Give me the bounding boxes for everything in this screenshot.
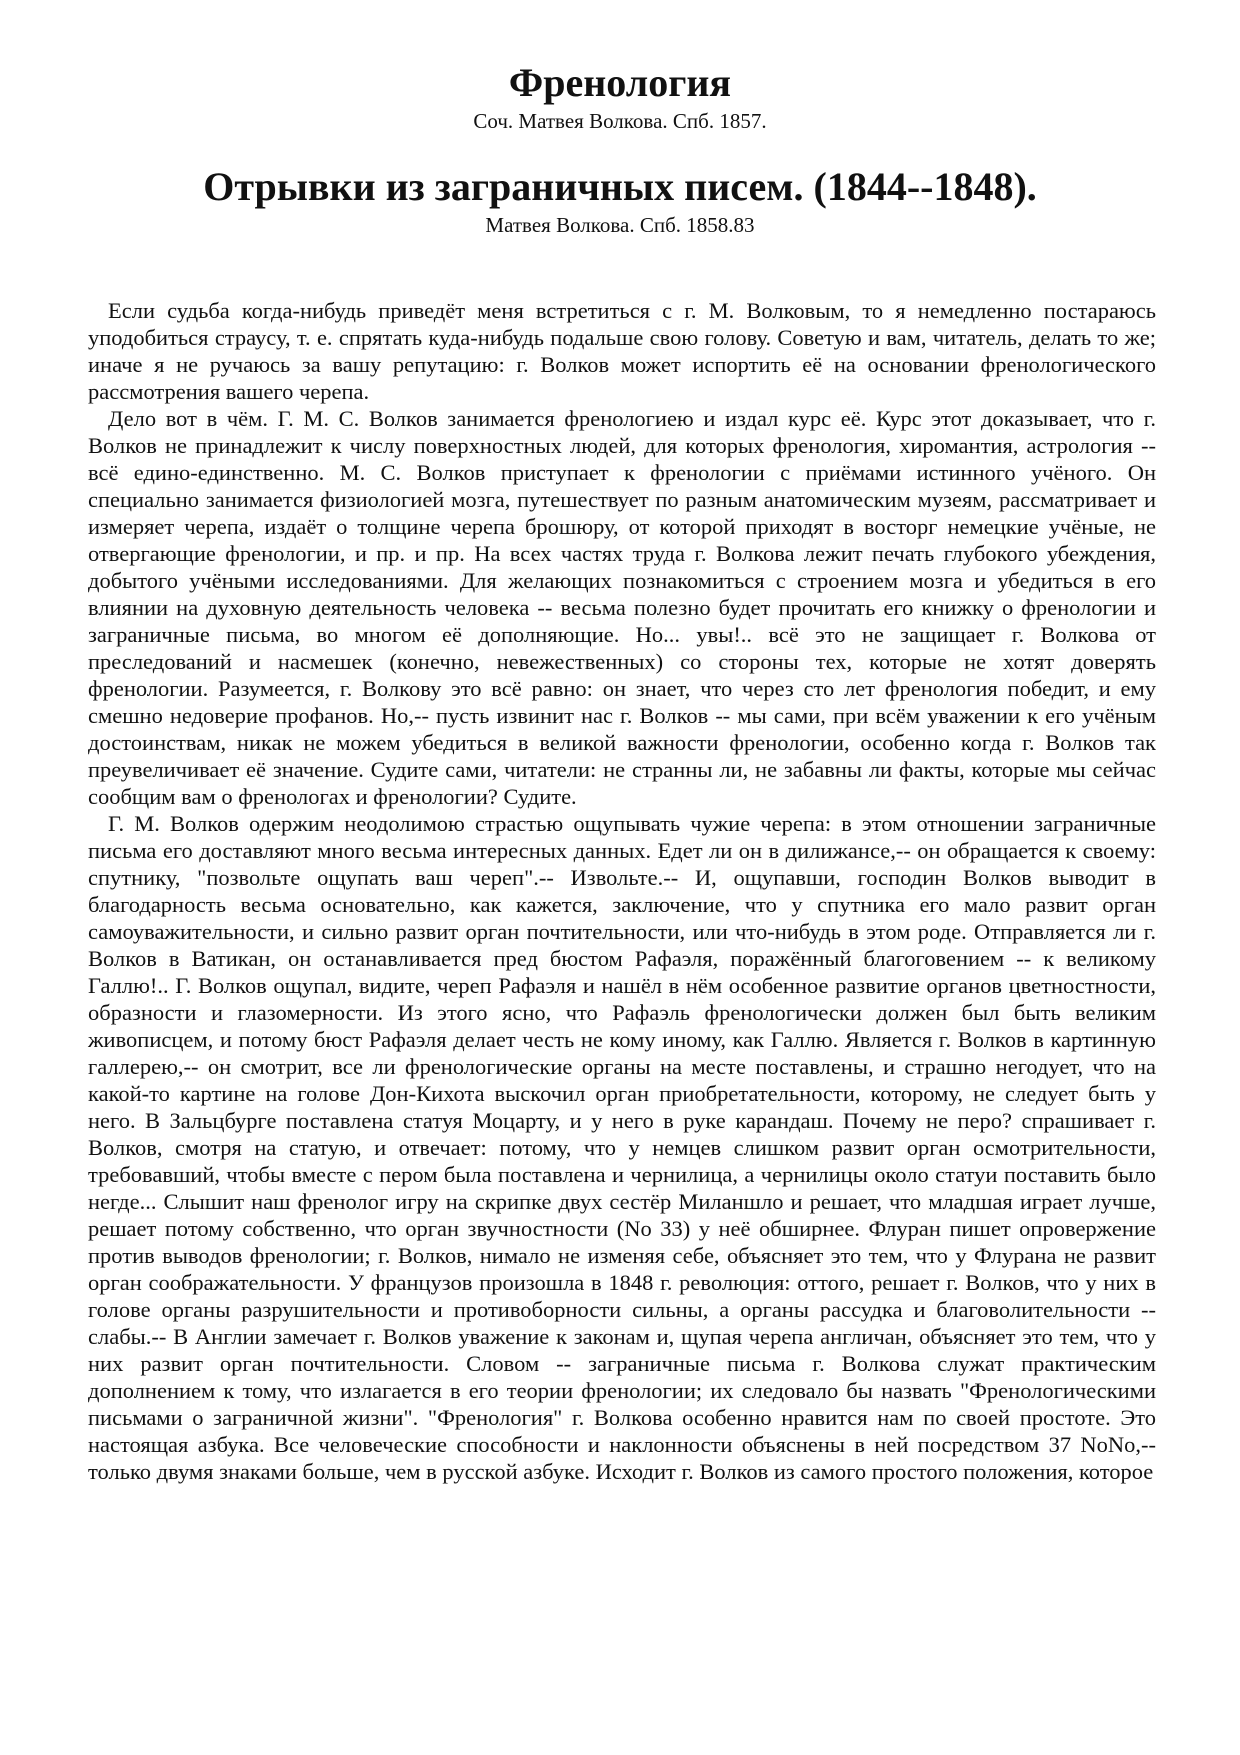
second-subtitle: Матвея Волкова. Спб. 1858.83: [485, 213, 755, 237]
main-title: Френология: [508, 60, 732, 105]
paragraph-2: Дело вот в чём. Г. М. С. Волков занимается френологиею и издал курс её. Курс этот доказывает, что г. Волков не принадлежит к числу поверхностных людей, для которых френология, хиромантия, астрология -- всё едино-единственно. М. С. Волков приступает к френологии с приёмами истинного учёного. Он специально занимается физиологией мозга, путешествует по разным анатомическим музеям, рассматривает и измеряет черепа, издаёт о толщине черепа брошюру, от которой приходят в восторг немецкие учёные, не отвергающие френологии, и пр. и пр. На всех частях труда г. Волкова лежит печать глубокого убеждения, добытого учёными исследованиями. Для желающих познакомиться с строением мозга и убедиться в его влиянии на духовную деятельность человека -- весьма полезно будет прочитать его книжку о френологии и заграничные письма, во многом её дополняющие. Но... увы!.. всё это не защищает г. Волкова от преследований и насмешек (конечно, невежественных) со стороны тех, которые не хотят доверять френологии. Разумеется, г. Волкову это всё равно: он знает, что через сто лет френология победит, и ему смешно недоверие профанов. Но,-- пусть извинит нас г. Волков -- мы сами, при всём уважении к его учёным достоинствам, никак не можем убедиться в великой важности френологии, особенно когда г. Волков так преувеличивает её значение. Судите сами, читатели: не странны ли, не забавны ли факты, которые мы сейчас сообщим вам о френологах и френологии? Судите.: [88, 406, 1156, 809]
second-title: Отрывки из заграничных писем. (1844--1848).: [203, 164, 1037, 209]
paragraph-1: Если судьба когда-нибудь приведёт меня встретиться с г. М. Волковым, то я немедленно постараюсь уподобиться страусу, т. е. спрятать куда-нибудь подальше свою голову. Советую и вам, читатель, делать то же; иначе я не ручаюсь за вашу репутацию: г. Волков может испортить её на основании френологического рассмотрения вашего черепа.: [88, 298, 1156, 404]
paragraph-3: Г. М. Волков одержим неодолимою страстью ощупывать чужие черепа: в этом отношении заграничные письма его доставляют много весьма интересных данных. Едет ли он в дилижансе,-- он обращается к своему: спутнику, "позвольте ощупать ваш череп".-- Извольте.-- И, ощупавши, господин Волков выводит в благодарность весьма основательно, как кажется, заключение, что у спутника его мало развит орган самоуважительности, и сильно развит орган почтительности, или что-нибудь в этом роде. Отправляется ли г. Волков в Ватикан, он останавливается пред бюстом Рафаэля, поражённый благоговением -- к великому Галлю!.. Г. Волков ощупал, видите, череп Рафаэля и нашёл в нём особенное развитие органов цветностности, образности и глазомерности. Из этого ясно, что Рафаэль френологически должен был быть великим живописцем, и потому бюст Рафаэля делает честь не кому иному, как Галлю. Является г. Волков в картинную галлерею,-- он смотрит, все ли френологические органы на месте поставлены, и страшно негодует, что на какой-то картине на голове Дон-Кихота выскочил орган приобретательности, которому, не следует быть у него. В Зальцбурге поставлена статуя Моцарту, и у него в руке карандаш. Почему не перо? спрашивает г. Волков, смотря на статую, и отвечает: потому, что у немцев слишком развит орган осмотрительности, требовавший, чтобы вместе с пером была поставлена и чернилица, а чернилицы около статуи поставить было негде... Слышит наш френолог игру на скрипке двух сестёр Миланшло и решает, что младшая играет лучше, решает потому собственно, что орган звучностности (No 33) у неё обширнее. Флуран пишет опровержение против выводов френологии; г. Волков, нимало не изменяя себе, объясняет это тем, что у Флурана не развит орган соображательности. У французов произошла в 1848 г. революция: оттого, решает г. Волков, что у них в голове органы разрушительности и противоборности сильны, а органы рассудка и благоволительности -- слабы.-- В Англии замечает г. Волков уважение к законам и, щупая черепа англичан, объясняет это тем, что у них развит орган почтительности. Словом -- заграничные письма г. Волкова служат практическим дополнением к тому, что излагается в его теории френологии; их следовало бы назвать "Френологическими письмами о заграничной жизни". "Френология" г. Волкова особенно нравится нам по своей простоте. Это настоящая азбука. Все человеческие способности и наклонности объяснены в ней посредством 37 NoNo,-- только двумя знаками больше, чем в русской азбуке. Исходит г. Волков из самого простого положения, которое: [88, 811, 1156, 1484]
main-subtitle: Соч. Матвея Волкова. Спб. 1857.: [473, 109, 767, 133]
article-body: [88, 297, 1156, 1485]
